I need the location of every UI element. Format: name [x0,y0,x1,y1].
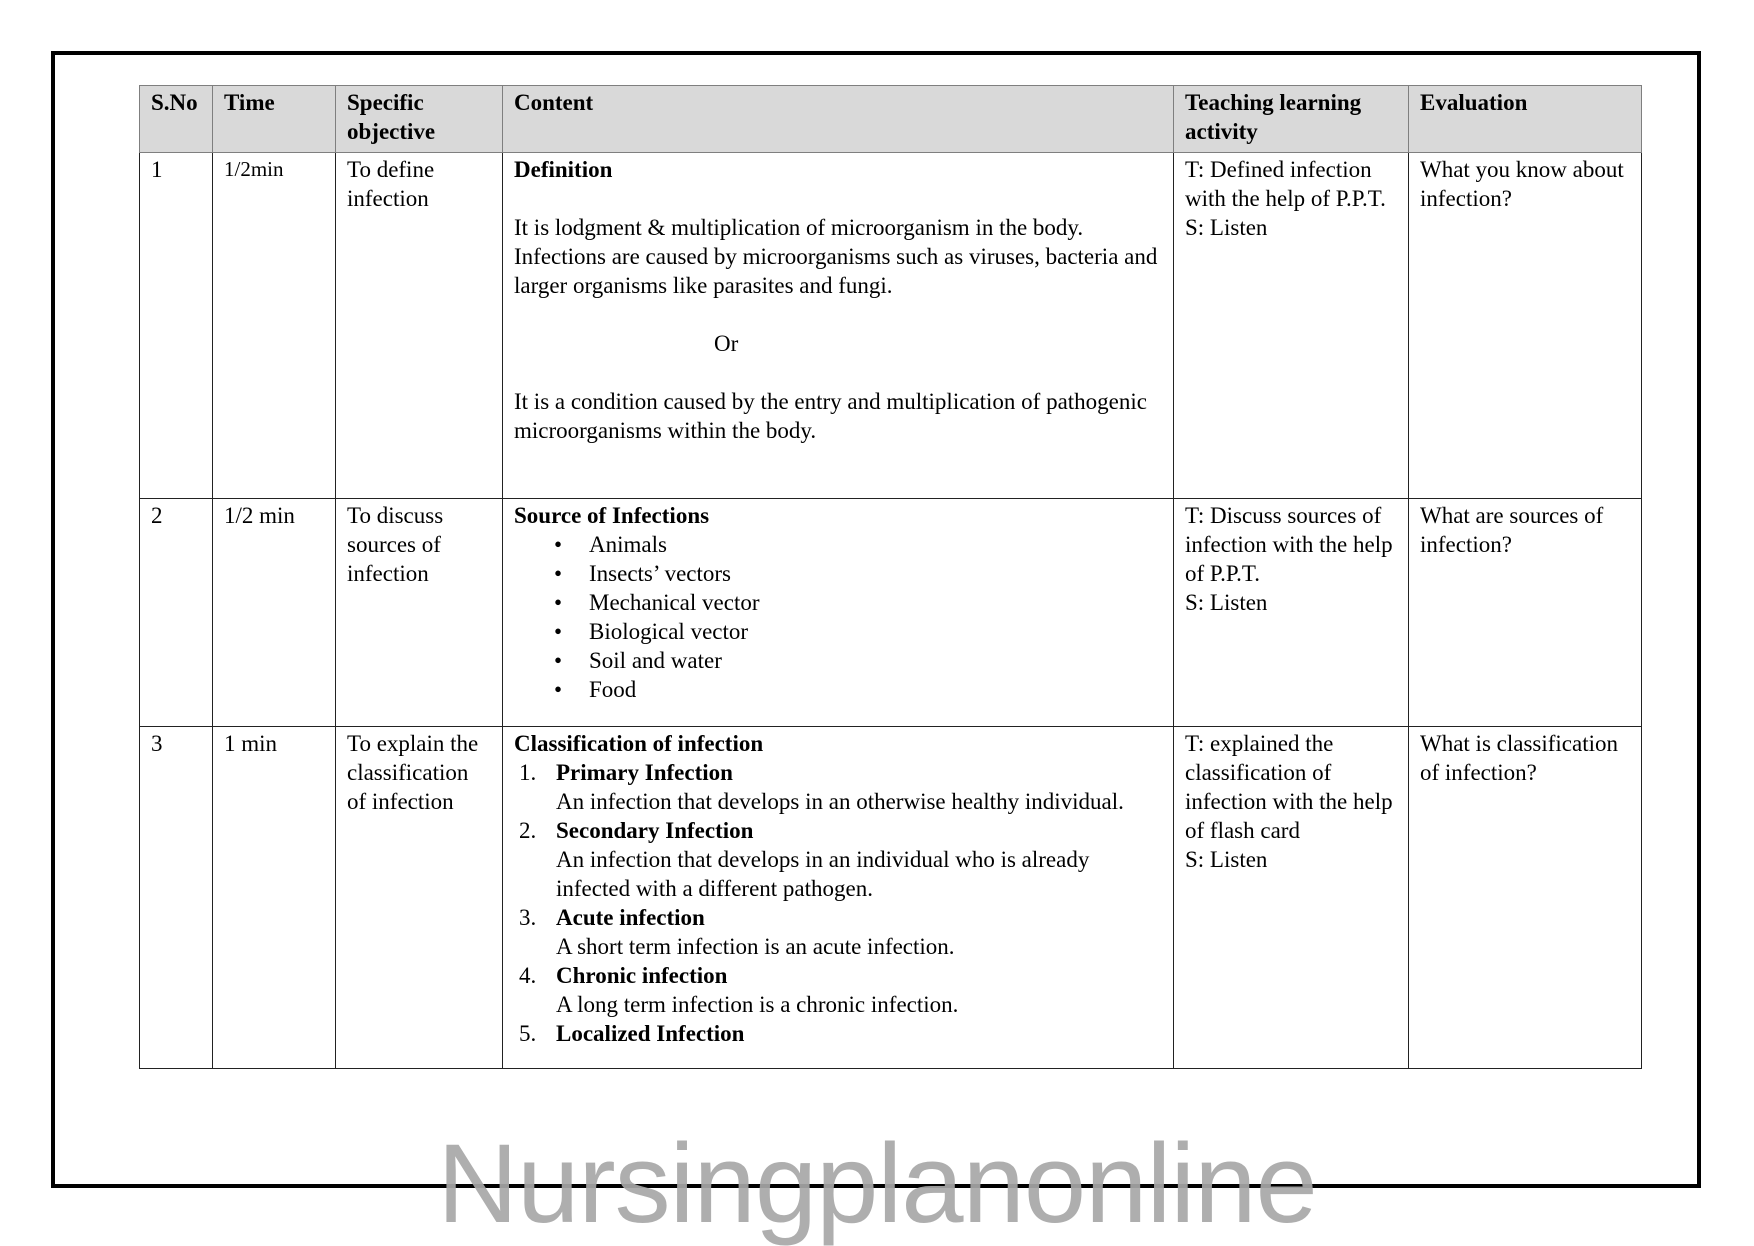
source-list [514,530,1163,704]
content-title: Classification of infection [514,731,764,756]
content-paragraph: It is lodgment & multiplication of microorganism in the body. Infections are caused by microorganisms such as viruses, bacteria and larger organisms like parasites and fungi. [514,215,1158,298]
cell-time: 1/2min [213,153,336,499]
activity-teacher: T: explained the classification of infection with the help of flash card [1185,731,1393,843]
cell-sno: 3 [140,727,213,1069]
cell-evaluation: What are sources of infection? [1409,499,1642,727]
cell-time: 1 min [213,727,336,1069]
cell-objective: To define infection [336,153,503,499]
cell-objective: To explain the classification of infection [336,727,503,1069]
header-evaluation: Evaluation [1409,86,1642,153]
cell-content [503,727,1174,1069]
list-item: • Biological vector [554,619,749,644]
bullet-icon: • [554,619,563,644]
classification-list [514,758,1163,1048]
table-row [140,499,1642,727]
activity-student: S: Listen [1185,590,1268,615]
bullet-icon: • [554,648,563,673]
list-item: 4. Chronic infection A long term infection is a chronic infection. [519,963,959,1017]
content-title: Definition [514,157,613,182]
cell-sno: 1 [140,153,213,499]
header-content: Content [503,86,1174,153]
cell-objective: To discuss sources of infection [336,499,503,727]
list-item: 3. Acute infection A short term infection is an acute infection. [519,905,955,959]
cell-evaluation: What is classification of infection? [1409,727,1642,1069]
cell-time: 1/2 min [213,499,336,727]
content-title: Source of Infections [514,503,710,528]
list-item: 1. Primary Infection An infection that develops in an otherwise healthy individual. [519,760,1124,814]
cell-activity [1174,153,1409,499]
list-item: • Mechanical vector [554,590,760,615]
bullet-icon: • [554,590,563,615]
list-item: 2. Secondary Infection An infection that develops in an individual who is already infected with a different pathogen. [519,818,1090,901]
list-item: • Soil and water [554,648,722,673]
activity-student: S: Listen [1185,215,1268,240]
table-row [140,153,1642,499]
header-activity: Teaching learning activity [1174,86,1409,153]
header-sno: S.No [140,86,213,153]
cell-evaluation: What you know about infection? [1409,153,1642,499]
cell-content [503,153,1174,499]
cell-activity [1174,499,1409,727]
bullet-icon: • [554,677,563,702]
watermark: Nursingplanonline [437,1121,1317,1246]
list-item: • Food [554,677,637,702]
bullet-icon: • [554,532,563,557]
activity-student: S: Listen [1185,847,1268,872]
content-or: Or [714,331,739,356]
list-item: • Insects’ vectors [554,561,731,586]
cell-activity [1174,727,1409,1069]
activity-teacher: T: Defined infection with the help of P.P.T. [1185,157,1386,211]
lesson-plan-table [139,85,1642,1069]
cell-sno: 2 [140,499,213,727]
bullet-icon: • [554,561,563,586]
content-paragraph: It is a condition caused by the entry and multiplication of pathogenic microorganisms within the body. [514,389,1147,443]
header-objective: Specific objective [336,86,503,153]
table-row [140,727,1642,1069]
list-item: • Animals [554,532,667,557]
activity-teacher: T: Discuss sources of infection with the help of P.P.T. [1185,503,1393,586]
table-header-row [140,86,1642,153]
list-item: 5. Localized Infection [519,1021,745,1046]
cell-content [503,499,1174,727]
header-time: Time [213,86,336,153]
